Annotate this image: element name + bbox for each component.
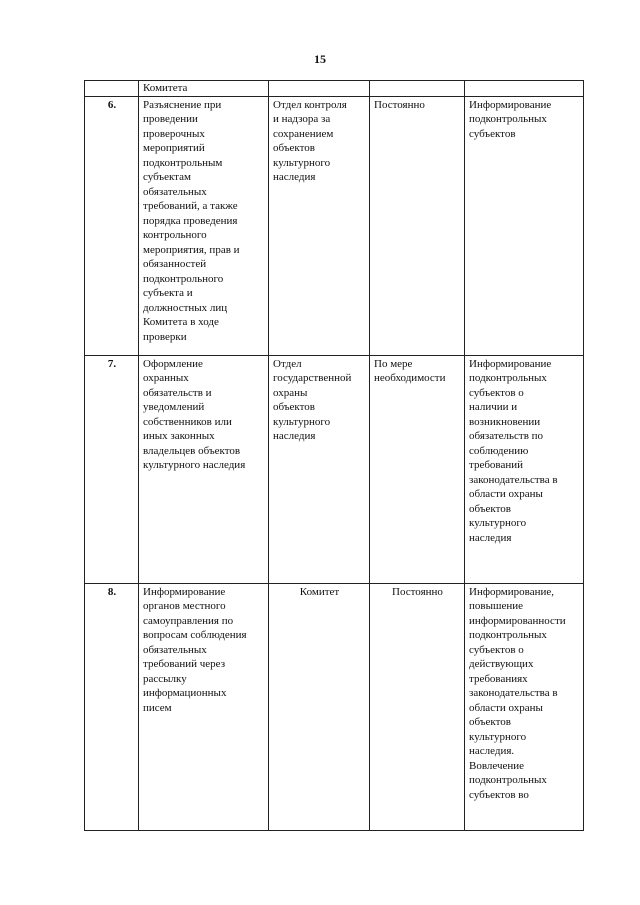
responsible-cell [269, 96, 370, 355]
row-number: 8. [85, 583, 139, 830]
activity-text: Разъяснение при проведении проверочных мероприятий подконтрольным субъектам обязательных требований, а также порядка проведения контрольного мероприятия, прав и обязанностей подконтрольного субъекта и должностных лиц Комитета в ходе проверки [143, 98, 240, 343]
responsible-cell [269, 355, 370, 583]
table-row [85, 96, 584, 355]
activity-cell [139, 355, 269, 583]
activity-text: Оформление охранных обязательств и уведомлений собственников или иных законных владельцев объектов культурного наследия [143, 357, 246, 471]
table-cell-empty [269, 81, 370, 97]
table-row-continued [85, 81, 584, 97]
measures-table [84, 80, 584, 831]
period-text: Постоянно [374, 98, 425, 111]
table-row [85, 355, 584, 583]
activity-text: Информирование органов местного самоуправления по вопросам соблюдения обязательных требований через рассылку информационных писем [143, 585, 247, 714]
table-cell-empty [465, 81, 584, 97]
activity-cell [139, 583, 269, 830]
period-text: Постоянно [392, 585, 443, 598]
responsible-text: Отдел государственной охраны объектов культурного наследия [273, 357, 352, 442]
table-cell-empty [85, 81, 139, 97]
period-cell [370, 355, 465, 583]
table-cell-empty [370, 81, 465, 97]
period-cell [370, 96, 465, 355]
result-cell [465, 355, 584, 583]
result-cell [465, 96, 584, 355]
result-text: Информирование, повышение информированности подконтрольных субъектов о действующих требованиях законодательства в области охраны объектов культурного наследия. Вовлечение подконтрольных субъектов во [469, 585, 566, 801]
row-number: 6. [85, 96, 139, 355]
period-cell [370, 583, 465, 830]
responsible-text: Комитет [299, 585, 340, 598]
table-cell-continued [139, 81, 269, 97]
result-text: Информирование подконтрольных субъектов о наличии и возникновении обязательств по соблюдению требований законодательства в области охраны объектов культурного наследия [469, 357, 558, 544]
continued-text: Комитета [143, 82, 188, 94]
table-row [85, 583, 584, 830]
responsible-text: Отдел контроля и надзора за сохранением объектов культурного наследия [273, 98, 347, 183]
activity-cell [139, 96, 269, 355]
result-text: Информирование подконтрольных субъектов [469, 98, 552, 140]
row-number: 7. [85, 355, 139, 583]
period-text: По мере необходимости [374, 357, 446, 384]
responsible-cell [269, 583, 370, 830]
result-cell [465, 583, 584, 830]
page-number: 15 [314, 52, 326, 66]
